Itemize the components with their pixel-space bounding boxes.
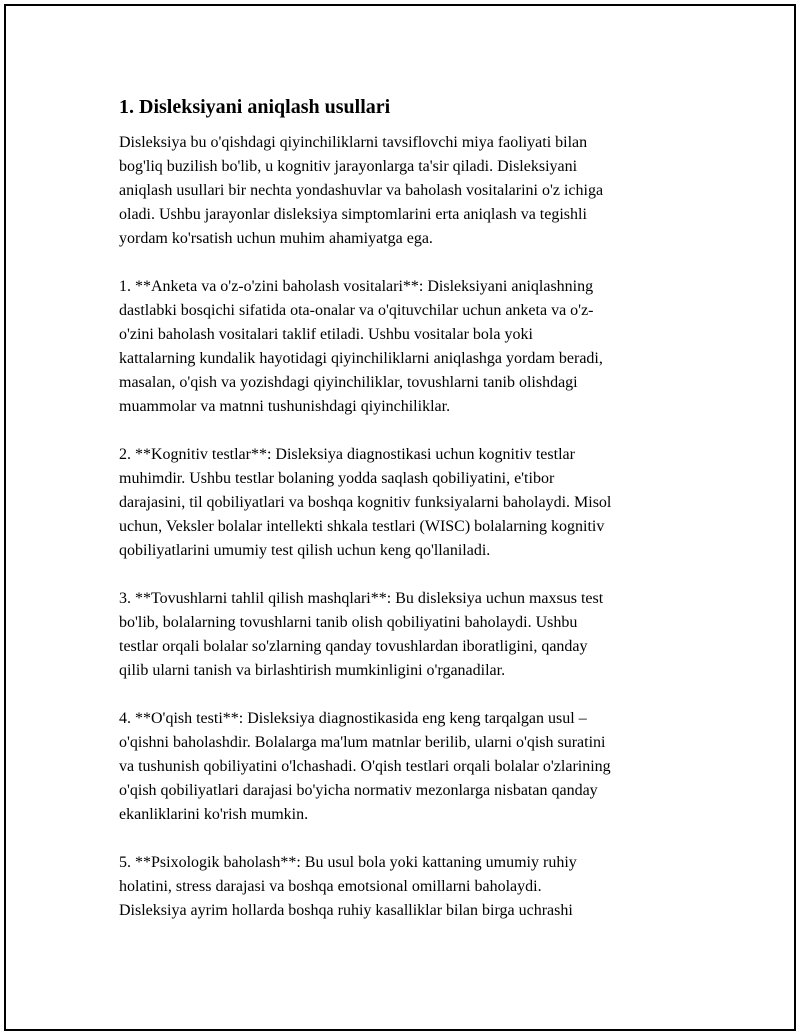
paragraph-item-5 [119,851,679,923]
paragraph-item-2 [119,443,679,563]
text-line: o'qish qobiliyatlari darajasi bo'yicha normativ mezonlarga nisbatan qanday [119,782,598,799]
text-line: masalan, o'qish va yozishdagi qiyinchiliklar, tovushlarni tanib olishdagi [119,374,578,391]
text-line: va tushunish qobiliyatini o'lchashadi. O'qish testlari orqali bolalar o'zlarining [119,758,611,775]
text-line: Disleksiya ayrim hollarda boshqa ruhiy kasalliklar bilan birga uchrashi [119,902,573,919]
text-line: 3. **Tovushlarni tahlil qilish mashqlari**: Bu disleksiya uchun maxsus test [119,590,604,607]
text-line: ekanliklarini ko'rish mumkin. [119,806,309,823]
text-line: yordam ko'rsatish uchun muhim ahamiyatga ega. [119,230,433,247]
text-line: 2. **Kognitiv testlar**: Disleksiya diagnostikasi uchun kognitiv testlar [119,446,575,463]
text-line: darajasini, til qobiliyatlari va boshqa kognitiv funksiyalarni baholaydi. Misol [119,494,612,511]
text-line: muammolar va matnni tushunishdagi qiyinchiliklar. [119,398,451,415]
text-line: 4. **O'qish testi**: Disleksiya diagnostikasida eng keng tarqalgan usul – [119,710,587,727]
paragraph-item-1 [119,275,679,419]
document-body [119,94,679,947]
paragraph-item-4 [119,707,679,827]
text-line: bo'lib, bolalarning tovushlarni tanib olish qobiliyatini baholaydi. Ushbu [119,614,578,631]
text-line: aniqlash usullari bir nechta yondashuvlar va baholash vositalarini o'z ichiga [119,182,604,199]
text-line: Disleksiya bu o'qishdagi qiyinchiliklarni tavsiflovchi miya faoliyati bilan [119,134,588,151]
text-line: 1. **Anketa va o'z-o'zini baholash vositalari**: Disleksiyani aniqlashning [119,278,594,295]
text-line: uchun, Veksler bolalar intellekti shkala testlari (WISC) bolalarning kognitiv [119,518,605,535]
text-line: 5. **Psixologik baholash**: Bu usul bola yoki kattaning umumiy ruhiy [119,854,577,871]
text-line: qilib ularni tanish va birlashtirish mumkinligini o'rganadilar. [119,662,506,679]
text-line: kattalarning kundalik hayotidagi qiyinchiliklarni aniqlashga yordam beradi, [119,350,603,367]
text-line: testlar orqali bolalar so'zlarning qanday tovushlardan iboratligini, qanday [119,638,588,655]
text-line: qobiliyatlarini umumiy test qilish uchun keng qo'llaniladi. [119,542,491,559]
text-line: bog'liq buzilish bo'lib, u kognitiv jarayonlarga ta'sir qiladi. Disleksiyani [119,158,578,175]
text-line: dastlabki bosqichi sifatida ota-onalar va o'qituvchilar uchun anketa va o'z- [119,302,594,319]
paragraph-intro [119,131,679,251]
text-line: o'zini baholash vositalari taklif etiladi. Ushbu vositalar bola yoki [119,326,533,343]
text-line: holatini, stress darajasi va boshqa emotsional omillarni baholaydi. [119,878,542,895]
text-line: o'qishni baholashdir. Bolalarga ma'lum matnlar berilib, ularni o'qish suratini [119,734,606,751]
section-heading: 1. Disleksiyani aniqlash usullari [119,96,391,118]
paragraph-item-3 [119,587,679,683]
text-line: oladi. Ushbu jarayonlar disleksiya simptomlarini erta aniqlash va tegishli [119,206,587,223]
text-line: muhimdir. Ushbu testlar bolaning yodda saqlash qobiliyatini, e'tibor [119,470,555,487]
